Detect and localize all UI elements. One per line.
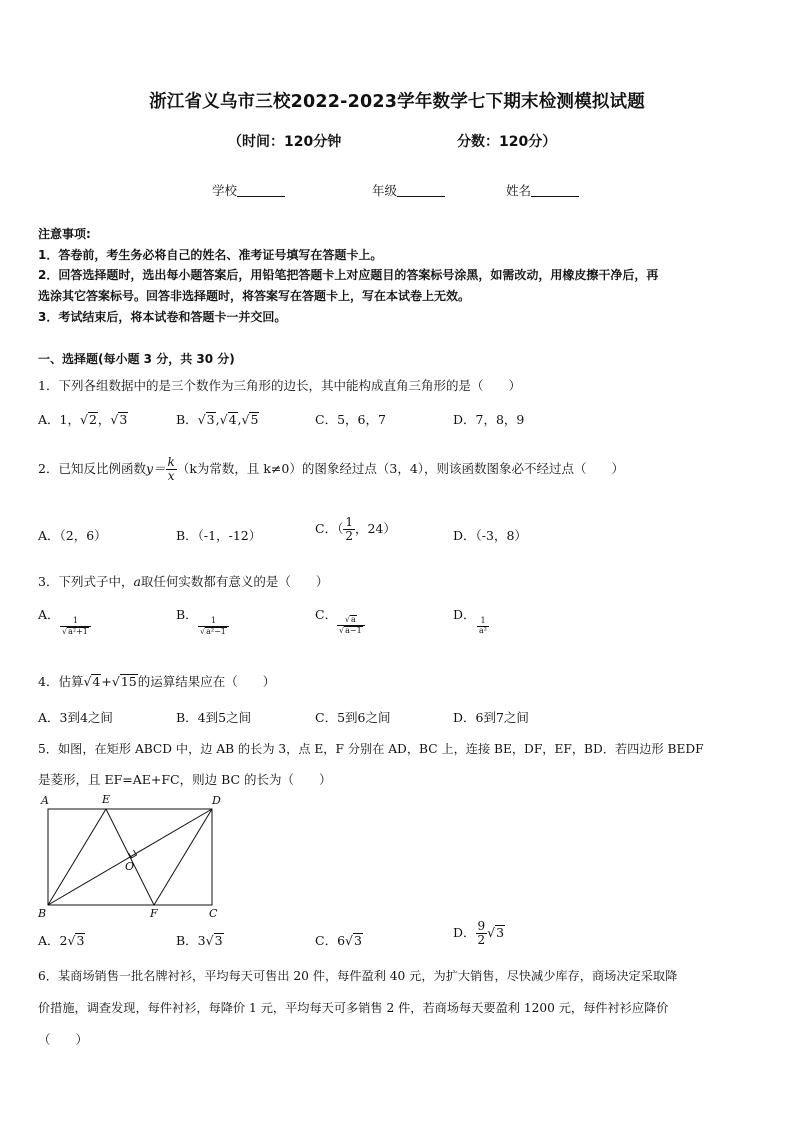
grade-field: 年级	[372, 181, 445, 199]
q1-option-a: A．1，√2，√3	[38, 412, 128, 427]
q3-option-a: A． $\frac{1}{\text{√a²+1}}$	[38, 605, 60, 623]
q4-option-c: C．5到6之间	[315, 710, 391, 725]
q6-stem-line2: 价措施，调查发现，每件衬衫，每降价 1 元，平均每天可多销售 2 件，若商场每天要盈利 1200 元，每件衬衫应降价	[38, 1001, 669, 1015]
q5-option-b: B．3√3	[176, 933, 223, 948]
q5-stem-line1: 5．如图，在矩形 ABCD 中，边 AB 的长为 3，点 E，F 分别在 AD，BC 上，连接 BE，DF，EF，BD．若四边形 BEDF	[38, 742, 704, 756]
q5-stem-line2: 是菱形，且 EF=AE+FC，则边 BC 的长为（ ）	[38, 772, 332, 787]
name-field: 姓名	[506, 181, 579, 199]
time-label: （时间：120分钟	[228, 134, 342, 150]
label-f: F	[150, 907, 158, 920]
label-d: D	[212, 794, 221, 807]
notice-item-2: 2．回答选择题时，选出每小题答案后，用铅笔把答题卡上对应题目的答案标号涂黑，如需改动，用橡皮擦干净后，再	[38, 268, 659, 282]
q6-stem-line1: 6．某商场销售一批名牌衬衫，平均每天可售出 20 件，每件盈利 40 元，为扩大销售，尽快减少库存，商场决定采取降	[38, 969, 678, 983]
q4-option-b: B．4到5之间	[176, 710, 252, 725]
q3-option-c: C． $\frac{√a}{√a-1}$	[315, 605, 337, 623]
q4-option-d: D．6到7之间	[453, 710, 529, 725]
q3-option-b: B． $\frac{1}{\text{√a²−1}}$	[176, 605, 198, 623]
notice-item-1: 1．答卷前，考生务必将自己的姓名、准考证号填写在答题卡上。	[38, 248, 383, 262]
q5-figure	[36, 790, 226, 922]
segment-df	[154, 809, 212, 905]
q1-stem: 1．下列各组数据中的是三个数作为三角形的边长，其中能构成直角三角形的是（ ）	[38, 378, 521, 393]
q2-option-a: A．（2，6）	[38, 528, 107, 543]
q3-stem: 3．下列式子中，a取任何实数都有意义的是（ ）	[38, 574, 329, 589]
label-o: O	[125, 860, 135, 873]
label-c: C	[209, 907, 218, 920]
page-title: 浙江省义乌市三校2022-2023学年数学七下期末检测模拟试题	[149, 92, 645, 112]
score-label: 分数：120分）	[457, 134, 557, 150]
section-heading: 一、选择题(每小题 3 分，共 30 分)	[38, 352, 235, 366]
school-field: 学校	[212, 181, 285, 199]
q5-option-a: A．2√3	[38, 933, 85, 948]
q1-option-c: C．5，6，7	[315, 412, 386, 427]
q2-stem: 2．已知反比例函数y＝ $\frac{k}{x}$ （k为常数，且 k≠0）的图象经过点（3，4），则该函数图象必不经过点（ ）	[38, 455, 625, 484]
label-e: E	[102, 793, 111, 806]
q1-option-d: D．7，8，9	[453, 412, 525, 427]
q5-option-c: C．6√3	[315, 933, 362, 948]
label-a: A	[41, 794, 49, 807]
q6-stem-line3: （ ）	[38, 1032, 89, 1047]
segment-be	[48, 809, 106, 905]
notice-item-3: 3．考试结束后，将本试卷和答题卡一并交回。	[38, 310, 287, 324]
q2-option-b: B．（-1，-12）	[176, 528, 262, 543]
q5-option-d: D． $\frac{9}{2}$ √3	[453, 919, 505, 948]
q2-option-c: C．（ $\frac{1}{2}$ ，24）	[315, 515, 396, 544]
notice-item-2-cont: 选涂其它答案标号。回答非选择题时，将答案写在答题卡上，写在本试卷上无效。	[38, 289, 471, 303]
label-b: B	[38, 907, 47, 920]
notice-heading: 注意事项:	[38, 227, 91, 241]
segment-ef	[106, 809, 154, 905]
q4-option-a: A．3到4之间	[38, 710, 113, 725]
q3-option-d: D． $\frac{1}{\text{a²}}$	[453, 607, 487, 635]
q2-option-d: D．（-3，8）	[453, 528, 527, 543]
q1-option-b: B．√3,√4,√5	[176, 412, 259, 427]
q4-stem: 4．估算√4+√15的运算结果应在（ ）	[38, 674, 276, 689]
